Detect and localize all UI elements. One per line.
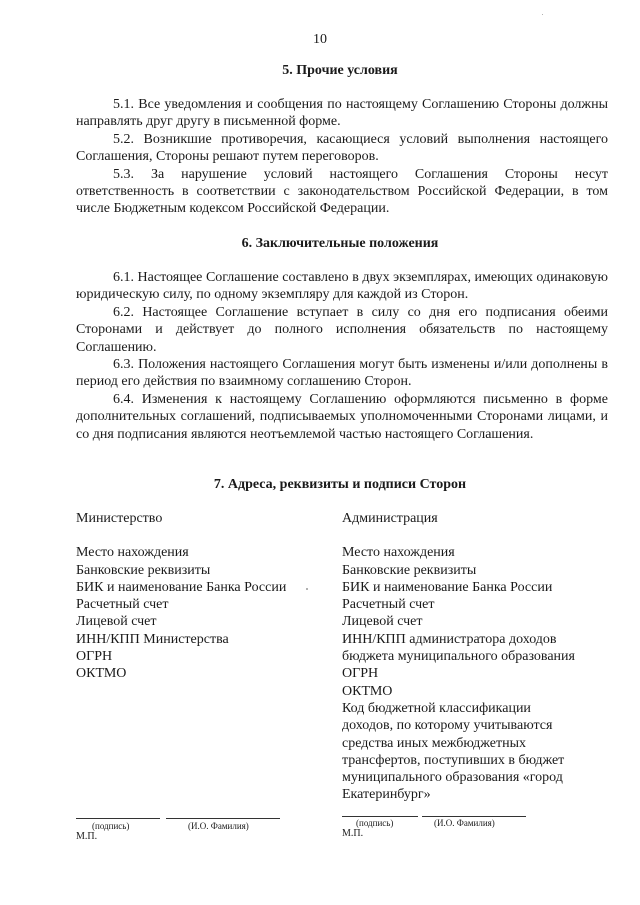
paragraph-5-2: 5.2. Возникшие противоречия, касающиеся условий выполнения настоящего Соглашения, Стороны решают путем переговоров. — [76, 131, 608, 165]
administration-field: ОКТМО — [342, 683, 393, 699]
ministry-field: Лицевой счет — [76, 614, 157, 630]
ministry-name-caption: (И.О. Фамилия) — [188, 821, 249, 831]
ministry-field: Банковские реквизиты — [76, 562, 211, 578]
ministry-field: ОКТМО — [76, 666, 127, 682]
administration-field: БИК и наименование Банка России — [342, 579, 553, 595]
ministry-details — [76, 510, 326, 683]
administration-field: Банковские реквизиты — [342, 562, 477, 578]
ministry-field: ОГРН — [76, 649, 113, 665]
ministry-field: Расчетный счет — [76, 597, 169, 613]
paragraph-6-3: 6.3. Положения настоящего Соглашения могут быть изменены и/или дополнены в период его действия по взаимному соглашению Сторон. — [76, 357, 608, 390]
ministry-field: БИК и наименование Банка России — [76, 579, 287, 595]
ministry-signature-line — [76, 818, 160, 819]
administration-name-line — [422, 816, 526, 817]
section-6-body — [76, 269, 608, 443]
administration-stamp-mark: М.П. — [342, 828, 364, 839]
administration-details — [342, 510, 612, 804]
page-number: 10 — [313, 32, 327, 47]
ministry-field: ИНН/КПП Министерства — [76, 631, 229, 647]
administration-field: Расчетный счет — [342, 597, 435, 613]
administration-field: Лицевой счет — [342, 614, 423, 630]
paragraph-5-1: 5.1. Все уведомления и сообщения по настоящему Соглашению Стороны должны направлять друг другу в письменной форме. — [76, 97, 608, 130]
administration-title: Администрация — [342, 511, 438, 526]
administration-field: доходов, по которому учитываются — [342, 718, 553, 734]
administration-field: трансфертов, поступивших в бюджет — [342, 752, 565, 768]
administration-field: Код бюджетной классификации — [342, 700, 531, 716]
ministry-title: Министерство — [76, 511, 163, 526]
administration-signature-line — [342, 816, 418, 817]
administration-field: ОГРН — [342, 666, 379, 682]
administration-signature-caption: (подпись) — [356, 818, 394, 828]
paragraph-6-2: 6.2. Настоящее Соглашение вступает в силу со дня его подписания обеими Сторонами и действует до полного исполнения обязательств по настоящему Соглашению. — [76, 304, 608, 355]
administration-field: Место нахождения — [342, 545, 455, 561]
administration-field: муниципального образования «город — [342, 770, 563, 786]
ministry-name-line — [166, 818, 280, 819]
administration-name-caption: (И.О. Фамилия) — [434, 818, 495, 828]
section-7-heading: 7. Адреса, реквизиты и подписи Сторон — [213, 477, 467, 492]
ministry-stamp-mark: М.П. — [76, 831, 98, 842]
paragraph-6-4: 6.4. Изменения к настоящему Соглашению оформляются письменно в форме дополнительных соглашений, подписываемых уполномоченными Сторонами лицами, и со дня подписания являются неотъемлемой частью настоящего Соглашения. — [76, 391, 608, 442]
administration-field: бюджета муниципального образования — [342, 649, 575, 665]
administration-field: Екатеринбург» — [342, 787, 431, 803]
paragraph-6-1: 6.1. Настоящее Соглашение составлено в двух экземплярах, имеющих одинаковую юридическую силу, по одному экземпляру для каждой из Сторон. — [76, 270, 608, 303]
ministry-signature-caption: (подпись) — [92, 821, 130, 831]
scan-speck — [306, 588, 308, 590]
section-5-body — [76, 96, 608, 218]
paragraph-5-3: 5.3. За нарушение условий настоящего Соглашения Стороны несут ответственность в соответствии с законодательством Российской Федерации, в том числе Бюджетным кодексом Российской Федерации. — [76, 166, 608, 217]
ministry-field: Место нахождения — [76, 545, 189, 561]
section-6-heading: 6. Заключительные положения — [241, 236, 439, 251]
section-5-heading: 5. Прочие условия — [282, 63, 398, 78]
scan-speck — [542, 14, 543, 15]
administration-field: ИНН/КПП администратора доходов — [342, 631, 557, 647]
administration-field: средства иных межбюджетных — [342, 735, 527, 751]
